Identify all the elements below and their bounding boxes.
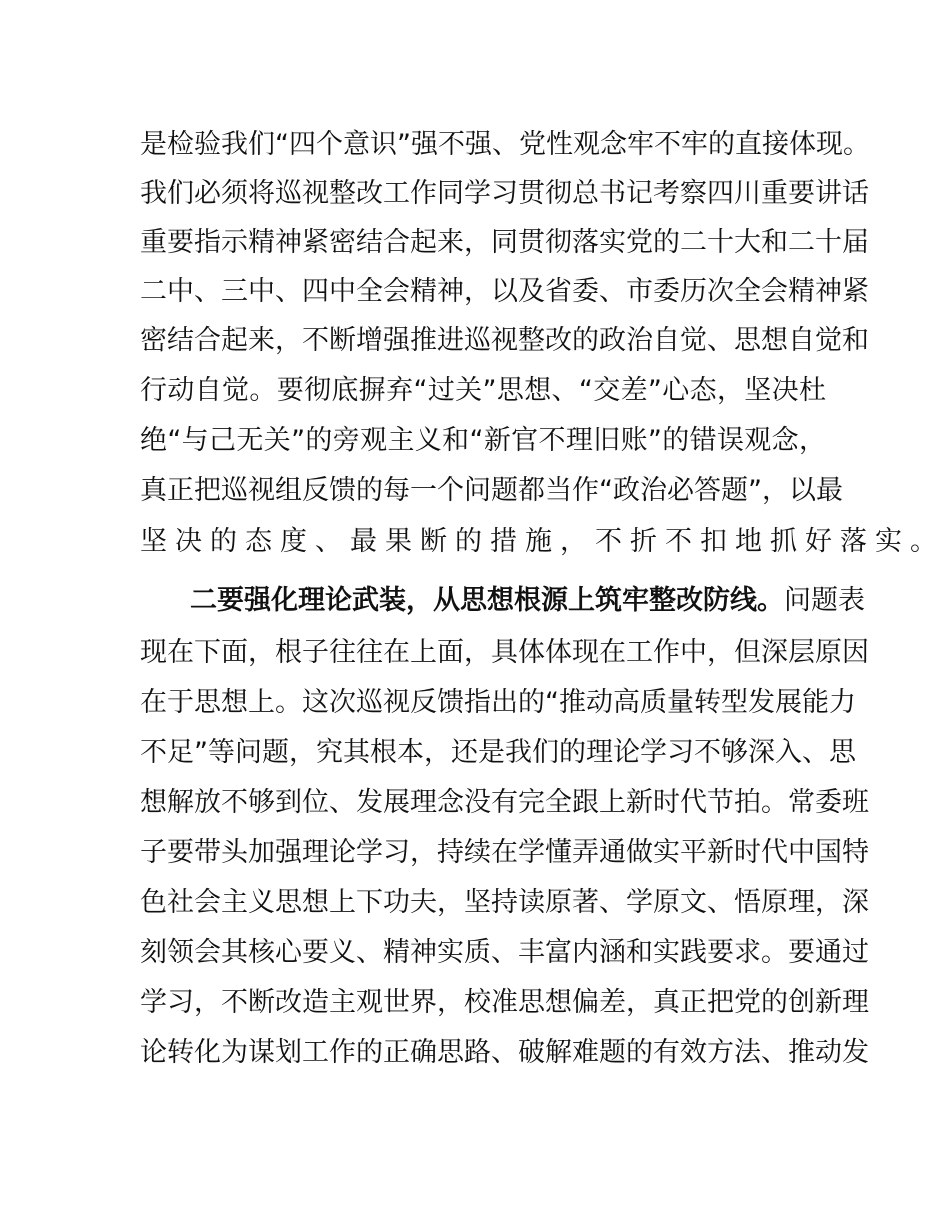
text-line: 坚决的态度、最果断的措施，不折不扣地抓好落实。 bbox=[140, 526, 945, 557]
text-line: 论转化为谋划工作的正确思路、破解难题的有效方法、推动发 bbox=[140, 1037, 869, 1068]
text-line: 现在下面，根子往往在上面，具体体现在工作中，但深层原因 bbox=[140, 637, 869, 668]
text-line: 子要带头加强理论学习，持续在学懂弄通做实平新时代中国特 bbox=[140, 837, 869, 868]
text-line: 刻领会其核心要义、精神实质、丰富内涵和实践要求。要通过 bbox=[140, 937, 869, 968]
text-line: 二中、三中、四中全会精神，以及省委、市委历次全会精神紧 bbox=[140, 276, 869, 307]
paragraph-heading: 二要强化理论武装，从思想根源上筑牢整改防线。 bbox=[190, 585, 784, 616]
text-line: 学习，不断改造主观世界，校准思想偏差，真正把党的创新理 bbox=[140, 987, 869, 1018]
text-line: 想解放不够到位、发展理念没有完全跟上新时代节拍。常委班 bbox=[140, 787, 869, 818]
text-run: 问题表 bbox=[784, 585, 865, 616]
text-line bbox=[190, 585, 865, 617]
text-line: 色社会主义思想上下功夫，坚持读原著、学原文、悟原理，深 bbox=[140, 887, 869, 918]
text-line: 是检验我们“四个意识”强不强、党性观念牢不牢的直接体现。 bbox=[140, 129, 870, 160]
text-line: 绝“与己无关”的旁观主义和“新官不理旧账”的错误观念， bbox=[140, 425, 826, 456]
text-line: 真正把巡视组反馈的每一个问题都当作“政治必答题”，以最 bbox=[140, 475, 843, 506]
text-line: 重要指示精神紧密结合起来，同贯彻落实党的二十大和二十届 bbox=[140, 227, 869, 258]
text-line: 在于思想上。这次巡视反馈指出的“推动高质量转型发展能力 bbox=[140, 687, 856, 718]
text-line: 密结合起来，不断增强推进巡视整改的政治自觉、思想自觉和 bbox=[140, 325, 869, 356]
text-line: 我们必须将巡视整改工作同学习贯彻总书记考察四川重要讲话 bbox=[140, 178, 869, 209]
text-line: 行动自觉。要彻底摒弃“过关”思想、“交差”心态，坚决杜 bbox=[140, 375, 826, 406]
text-line: 不足”等问题，究其根本，还是我们的理论学习不够深入、思 bbox=[140, 737, 856, 768]
